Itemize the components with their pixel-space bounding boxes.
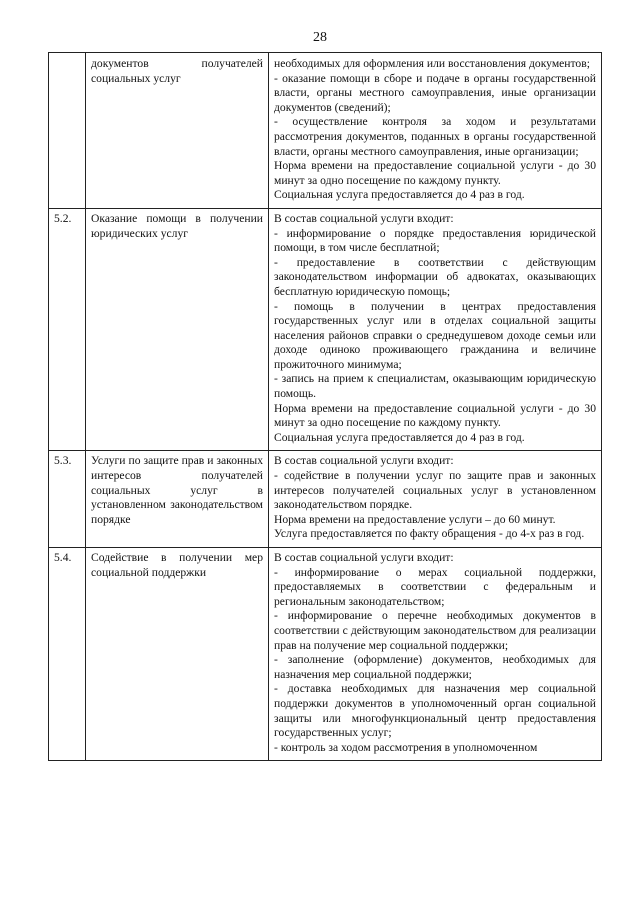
- description-line: Норма времени на предоставление социальной услуги - до 30 минут за одно посещение по каждому пункту.: [274, 401, 596, 430]
- table-row: [49, 451, 602, 548]
- row-number: 5.4.: [49, 548, 86, 761]
- description-line: - заполнение (оформление) документов, необходимых для назначения мер социальной поддержки;: [274, 653, 596, 681]
- row-number: 5.2.: [49, 208, 86, 451]
- table-row: [49, 53, 602, 209]
- service-name: Оказание помощи в получении юридических услуг: [86, 208, 269, 451]
- description-line: Норма времени на предоставление услуги – до 60 минут.: [274, 512, 556, 526]
- services-table: [48, 52, 602, 761]
- description-line: - информирование о мерах социальной поддержки, предоставляемых в соответствии с федеральным и региональным законодательством;: [274, 565, 596, 608]
- description-line: В состав социальной услуги входит:: [274, 551, 454, 564]
- description-line: Социальная услуга предоставляется до 4 раз в год.: [274, 188, 525, 202]
- description-line: необходимых для оформления или восстановления документов;: [274, 57, 590, 70]
- description-line: В состав социальной услуги входит:: [274, 211, 454, 225]
- service-name: Содействие в получении мер социальной поддержки: [86, 548, 269, 761]
- description-line: В состав социальной услуги входит:: [274, 454, 454, 468]
- description-line: Услуга предоставляется по факту обращения - до 4-х раз в год.: [274, 527, 585, 541]
- service-name: Услуги по защите прав и законных интересов получателей социальных услуг в установленном законодательством порядке: [86, 451, 269, 548]
- description-line: - помощь в получении в центрах предоставления государственных услуг или в отделах социальной защиты населения районов справки о среднедушевом доходе семьи или доходе одиноко проживающего гражданина и величине прожиточного минимума;: [274, 299, 596, 371]
- description-line: - содействие в получении услуг по защите прав и законных интересов получателей социальных услуг в установленном законодательством порядке.: [274, 469, 596, 512]
- description-line: - информирование о порядке предоставления юридической помощи, в том числе бесплатной;: [274, 226, 596, 255]
- service-description: [269, 53, 602, 209]
- description-line: - осуществление контроля за ходом и результатами рассмотрения документов, поданных в органы государственной власти, органы местного самоуправления, иные организации;: [274, 115, 596, 158]
- page-number: 28: [313, 30, 327, 45]
- description-line: Норма времени на предоставление социальной услуги - до 30 минут за одно посещение по каждому пункту.: [274, 159, 596, 187]
- service-description: [269, 451, 602, 548]
- service-description: [269, 548, 602, 761]
- description-line: - контроль за ходом рассмотрения в уполномоченном: [274, 740, 538, 754]
- table-row: [49, 208, 602, 451]
- description-line: - доставка необходимых для назначения мер социальной поддержки документов в уполномоченный орган социальной защиты или многофункциональный центр предоставления государственных услуг;: [274, 682, 596, 740]
- service-name: документов получателей социальных услуг: [86, 53, 269, 209]
- description-line: Социальная услуга предоставляется до 4 раз в год.: [274, 430, 525, 444]
- description-line: - запись на прием к специалистам, оказывающим юридическую помощь.: [274, 372, 596, 401]
- table-row: [49, 548, 602, 761]
- row-number: 5.3.: [49, 451, 86, 548]
- row-number: [49, 53, 86, 209]
- description-line: - информирование о перечне необходимых документов в соответствии с действующим законодательством для реализации прав на получение мер социальной поддержки;: [274, 609, 596, 652]
- description-line: - оказание помощи в сборе и подаче в органы государственной власти, органы местного самоуправления, иные организации документов (сведений);: [274, 71, 596, 114]
- description-line: - предоставление в соответствии с действующим законодательством информации об адвокатах, оказывающих бесплатную юридическую помощь;: [274, 255, 596, 298]
- service-description: [269, 208, 602, 451]
- services-table-body: [49, 53, 602, 761]
